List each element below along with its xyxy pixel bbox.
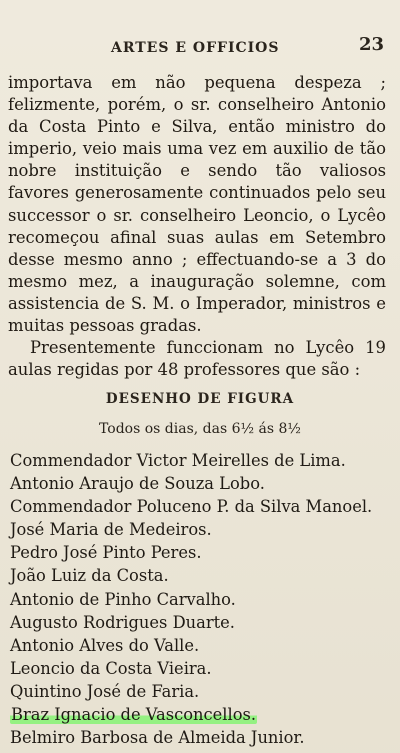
name-line: Pedro José Pinto Peres. [10, 543, 202, 563]
page-number: 23 [358, 34, 384, 55]
name-line: Commendador Poluceno P. da Silva Manoel. [10, 497, 373, 517]
highlighted-name-line [10, 703, 390, 726]
name-line: José Maria de Medeiros. [10, 520, 212, 540]
page-header [0, 34, 400, 60]
name-line: João Luiz da Costa. [10, 566, 169, 586]
highlighted-name: Braz Ignacio de Vasconcellos. [11, 705, 257, 725]
schedule-line: Todos os dias, das 6½ ás 8½ [99, 421, 301, 437]
name-line: Antonio Alves do Valle. [10, 635, 200, 655]
body-text [8, 72, 386, 381]
names-list [10, 449, 390, 749]
paragraph-2: Presentemente funccionam no Lycêo 19 aulas regidas por 48 professores que são : [8, 338, 386, 380]
name-line: Leoncio da Costa Vieira. [10, 658, 212, 678]
name-line: Antonio de Pinho Carvalho. [10, 589, 236, 609]
paragraph-1: importava em não pequena despeza ; felizmente, porém, o sr. conselheiro Antonio da Costa Pinto e Silva, então ministro do imperio, veio mais uma vez em auxilio de tão nobre instituição e sendo tão valiosos favores generosamente continuados pelo seu successor o sr. conselheiro Leoncio, o Lycêo recomeçou afinal suas aulas em Setembro desse mesmo anno ; effectuando-se a 3 do mesmo mez, a inauguração solemne, com assistencia de S. M. o Imperador, ministros e muitas pessoas gradas. [8, 73, 386, 336]
name-line: Antonio Araujo de Souza Lobo. [10, 474, 265, 494]
name-line: Belmiro Barbosa de Almeida Junior. [10, 728, 305, 748]
running-head: ARTES E OFFICIOS [111, 40, 280, 56]
section-heading: DESENHO DE FIGURA [105, 391, 295, 407]
name-line: Quintino José de Faria. [10, 681, 200, 701]
name-line: Commendador Victor Meirelles de Lima. [10, 451, 346, 470]
name-line: Augusto Rodrigues Duarte. [10, 612, 235, 632]
